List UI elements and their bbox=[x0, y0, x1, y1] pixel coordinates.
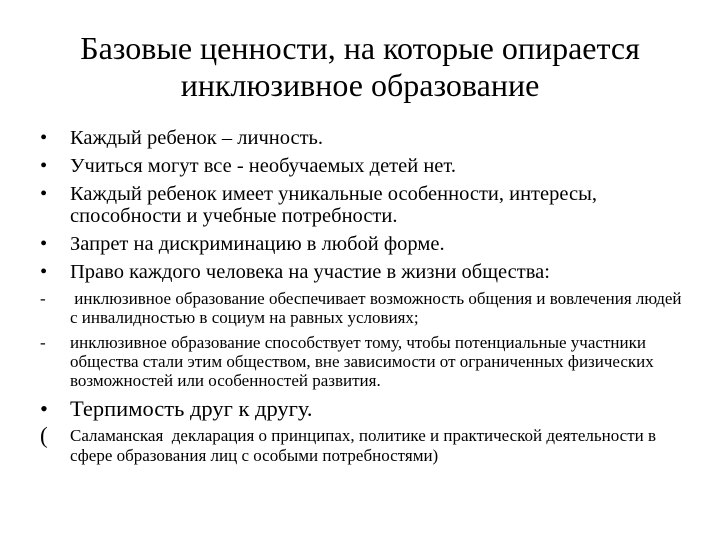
list-item-text: Учиться могут все - необучаемых детей нет. bbox=[70, 155, 456, 177]
list-item bbox=[36, 155, 686, 177]
bullet-icon: • bbox=[40, 396, 48, 421]
list-item-text: Каждый ребенок – личность. bbox=[70, 127, 324, 149]
source-note bbox=[36, 423, 686, 466]
values-list bbox=[36, 127, 686, 466]
list-item-text: Каждый ребенок имеет уникальные особенности, интересы, способности и учебные потребности. bbox=[70, 183, 597, 227]
bullet-icon: • bbox=[40, 233, 48, 255]
sub-list-item-text: инклюзивное образование способствует тому, чтобы потенциальные участники общества стали этим обществом, вне зависимости от ограниченных физических возможностей или особенностей развития. bbox=[70, 333, 654, 390]
note-paren: ( bbox=[40, 423, 48, 448]
list-item bbox=[36, 183, 686, 227]
list-item-text: Терпимость друг к другу. bbox=[70, 396, 313, 421]
list-item bbox=[36, 127, 686, 149]
sub-list-item bbox=[36, 289, 686, 327]
list-item bbox=[36, 233, 686, 255]
bullet-icon: • bbox=[40, 155, 48, 177]
dash-icon: - bbox=[40, 289, 46, 308]
bullet-icon: • bbox=[40, 183, 48, 205]
bullet-icon: • bbox=[40, 261, 48, 283]
bullet-icon: • bbox=[40, 127, 48, 149]
sub-list-item-text: инклюзивное образование обеспечивает возможность общения и вовлечения людей с инвалидностью в социум на равных условиях; bbox=[70, 289, 686, 327]
title-line-2: инклюзивное образование bbox=[180, 67, 540, 103]
list-item bbox=[36, 261, 686, 283]
sub-list-item bbox=[36, 333, 686, 390]
note-text: Саламанская декларация о принципах, политике и практической деятельности в сфере образования лиц с особыми потребностями) bbox=[70, 426, 661, 465]
slide-title bbox=[40, 30, 680, 104]
title-line-1: Базовые ценности, на которые опирается bbox=[80, 30, 640, 66]
list-item-text: Запрет на дискриминацию в любой форме. bbox=[70, 233, 445, 255]
dash-icon: - bbox=[40, 333, 46, 352]
list-item-text: Право каждого человека на участие в жизни общества: bbox=[70, 261, 550, 283]
list-item-final bbox=[36, 396, 686, 421]
